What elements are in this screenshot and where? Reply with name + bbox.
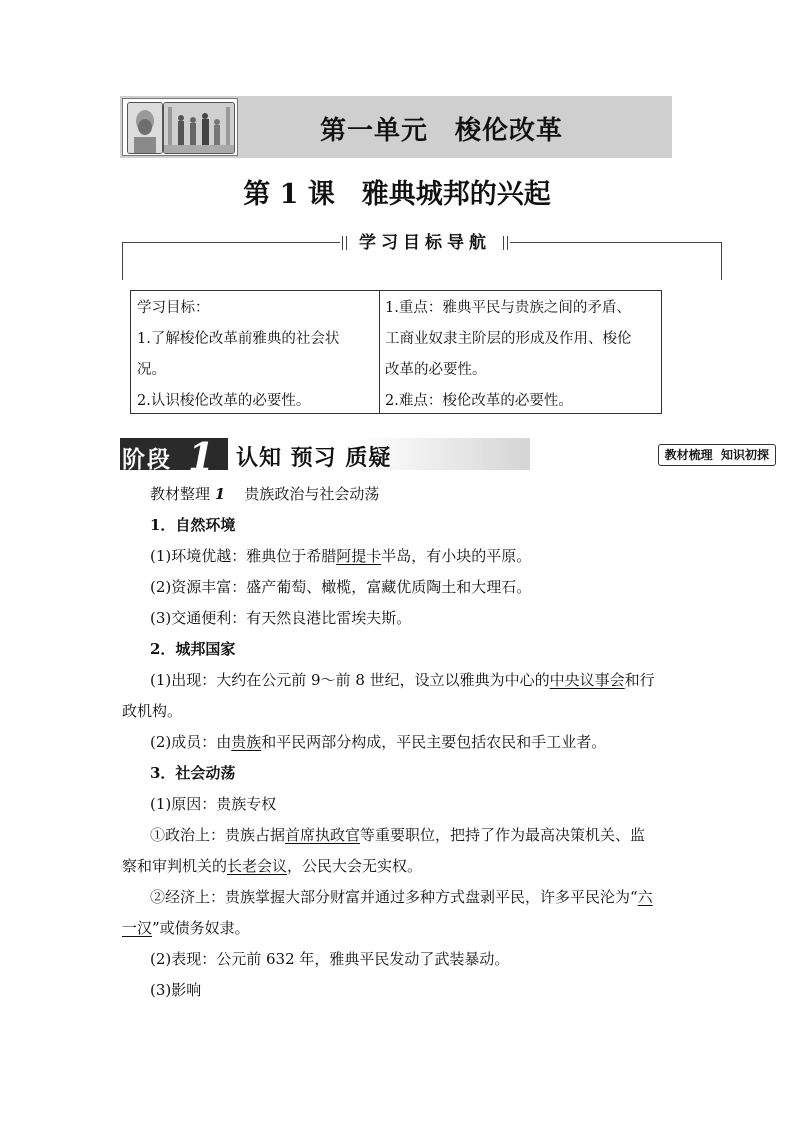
table-divider [379, 291, 380, 413]
text-span: ，公民大会无实权。 [287, 857, 423, 875]
text-span: (1)出现：大约在公元前 9～前 8 世纪，设立以雅典为中心的 [150, 671, 550, 689]
paragraph-continuation: 政机构。 [122, 702, 183, 720]
keyword-attica: 阿提卡 [336, 547, 382, 565]
goal-keypoints-cell [385, 293, 657, 417]
goal-right-line: 工商业奴隶主阶层的形成及作用、梭伦 [385, 331, 632, 347]
text-span: (1)环境优越：雅典位于希腊 [150, 547, 337, 565]
keyword-hektemoroi-part2: 一汉 [122, 919, 153, 937]
paragraph [150, 825, 645, 845]
goal-objectives-cell [137, 293, 375, 417]
keyword-hektemoroi-part1: 六 [637, 888, 653, 906]
lesson-title: 第 1 课 雅典城邦的兴起 [243, 179, 551, 210]
section-title: 贵族政治与社会动荡 [244, 485, 380, 503]
goal-right-line: 改革的必要性。 [385, 362, 487, 378]
text-span: 半岛，有小块的平原。 [381, 547, 532, 565]
unit-banner [120, 96, 672, 158]
goal-section-heading [340, 230, 510, 256]
keyword-chief-archon: 首席执政官 [285, 826, 361, 844]
paragraph: (2)表现：公元前 632 年，雅典平民发动了武装暴动。 [150, 950, 510, 968]
stage-number: 1 [188, 434, 215, 479]
goal-heading-text: 学习目标导航 [359, 233, 491, 253]
goal-frame-left-edge [122, 242, 123, 280]
heading-bar-icon [342, 236, 347, 250]
paragraph: (1)原因：贵族专权 [150, 795, 277, 813]
goal-frame-right-edge [721, 242, 722, 280]
section-heading [150, 484, 379, 504]
text-span: ①政治上：贵族占据 [150, 826, 286, 844]
paragraph [150, 732, 606, 752]
paragraph [150, 887, 653, 907]
text-span: ”或债务奴隶。 [152, 919, 250, 937]
banner-illustration [122, 98, 238, 156]
keyword-central-council: 中央议事会 [549, 671, 625, 689]
text-span: 和平民两部分构成，平民主要包括农民和手工业者。 [261, 733, 607, 751]
paragraph-continuation [122, 918, 250, 938]
stage-badge: 教材梳理 知识初探 [658, 444, 776, 466]
paragraph: (2)资源丰富：盛产葡萄、橄榄，富藏优质陶土和大理石。 [150, 578, 532, 596]
text-span: (2)成员：由 [150, 733, 232, 751]
paragraph [150, 670, 655, 690]
heading-bar-icon [503, 236, 508, 250]
goal-left-line: 学习目标： [137, 300, 210, 316]
section-prefix: 教材整理 [150, 485, 211, 503]
keyword-council-of-elders: 长老会议 [227, 857, 288, 875]
paragraph-continuation [122, 856, 422, 876]
goal-left-line: 1.了解梭伦改革前雅典的社会状 [137, 331, 340, 347]
ancient-scene-image [163, 102, 235, 154]
goal-frame-left-line [122, 242, 340, 243]
stage-bar [120, 434, 782, 479]
paragraph: (3)影响 [150, 981, 202, 999]
heading-natural-environment: 1．自然环境 [150, 516, 236, 534]
heading-city-state: 2．城邦国家 [150, 640, 236, 658]
goal-right-line: 1.重点：雅典平民与贵族之间的矛盾、 [385, 300, 631, 316]
text-span: 和行 [624, 671, 655, 689]
portrait-image [127, 102, 163, 154]
goal-table [130, 290, 662, 414]
paragraph [150, 546, 531, 566]
keyword-nobles: 贵族 [231, 733, 262, 751]
stage-label: 阶段 [122, 447, 172, 473]
heading-social-turmoil: 3．社会动荡 [150, 764, 236, 782]
goal-left-line: 况。 [137, 362, 166, 378]
unit-title: 第一单元 梭伦改革 [320, 116, 564, 146]
text-span: ②经济上：贵族掌握大部分财富并通过多种方式盘剥平民，许多平民沦为“ [150, 888, 638, 906]
section-number: 1 [214, 485, 226, 503]
text-span: 等重要职位，把持了作为最高决策机关、监 [360, 826, 646, 844]
goal-frame-right-line [510, 242, 722, 243]
stage-title: 认知 预习 质疑 [236, 445, 392, 471]
goal-left-line: 2.认识梭伦改革的必要性。 [137, 393, 311, 409]
goal-right-line: 2.难点：梭伦改革的必要性。 [385, 393, 573, 409]
stage-right-area [530, 438, 782, 470]
text-span: 察和审判机关的 [122, 857, 228, 875]
paragraph: (3)交通便利：有天然良港比雷埃夫斯。 [150, 609, 412, 627]
